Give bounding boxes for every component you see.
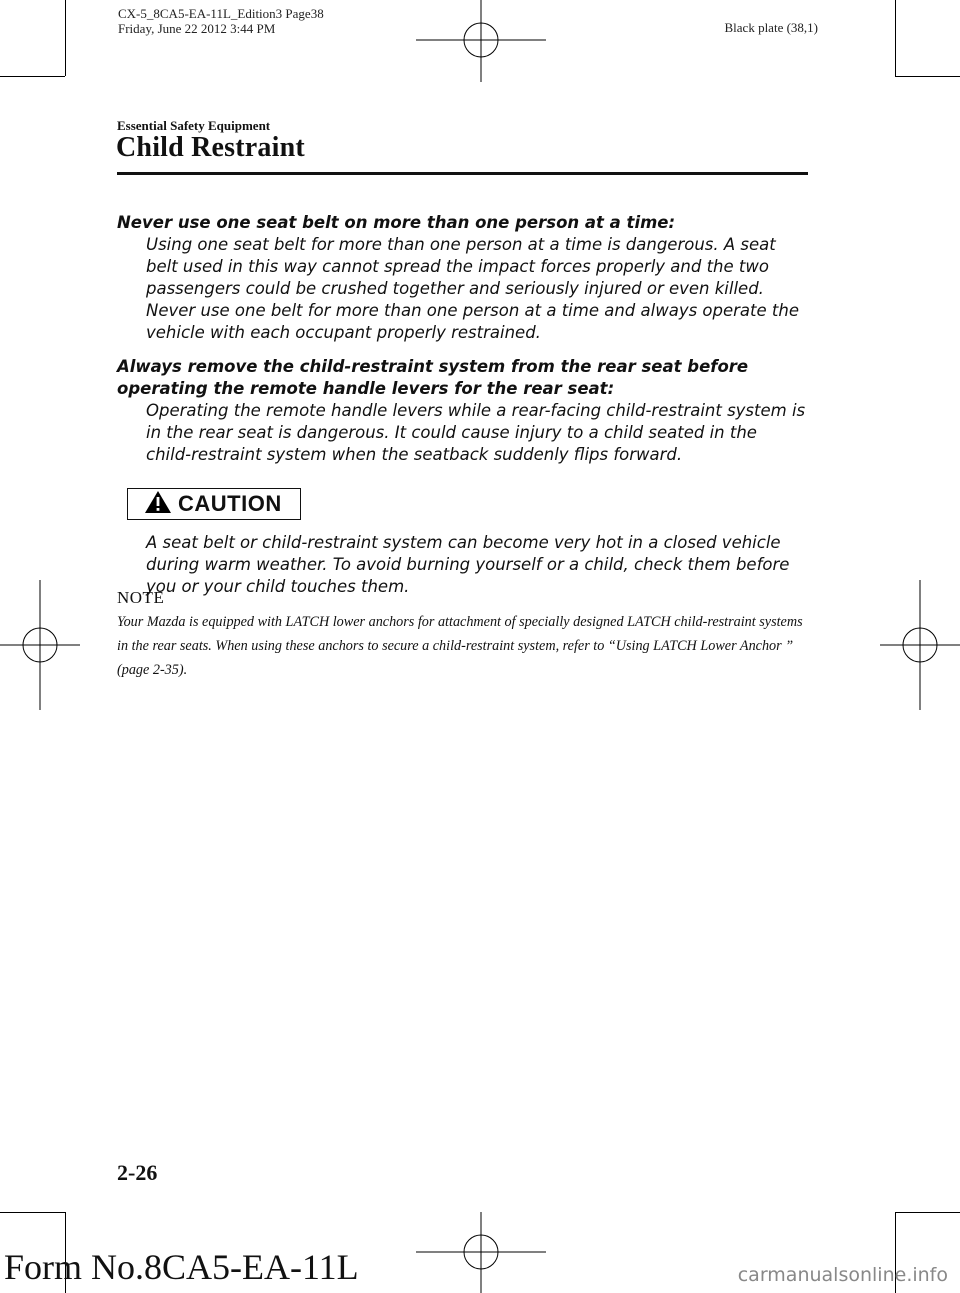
warning-triangle-icon [144, 490, 172, 519]
page-number: 2-26 [117, 1160, 158, 1185]
crop-mark [0, 1212, 65, 1213]
note-section [117, 588, 807, 682]
note-body: Your Mazda is equipped with LATCH lower anchors for attachment of specially designed LATCH child-restraint systems in the rear seats. When using these anchors to secure a child-restraint system, refer to “Using LATCH Lower Anchor ” (page 2-35). [117, 614, 803, 678]
crop-mark [895, 76, 960, 77]
section-label: Essential Safety Equipment [117, 118, 271, 133]
watermark: carmanualsonline.info [737, 1264, 948, 1286]
crop-mark [895, 0, 896, 76]
print-info-file: CX-5_8CA5-EA-11L_Edition3 Page38 [118, 6, 324, 21]
warning-heading: Always remove the child-restraint system from the rear seat before operating the remote handle levers for the rear seat: [117, 357, 749, 398]
warning-heading: Never use one seat belt on more than one person at a time: [117, 213, 676, 232]
page-title: Child Restraint [116, 132, 305, 163]
warning-body: Operating the remote handle levers while a rear-facing child-restraint system is in the rear seat is dangerous. It could cause injury to a child seated in the child-restraint system when the seatback suddenly flips forward. [146, 401, 806, 464]
caution-box [127, 488, 301, 520]
print-info-date: Friday, June 22 2012 3:44 PM [118, 21, 276, 36]
note-title: NOTE [117, 588, 165, 607]
registration-mark-bottom [416, 1212, 546, 1293]
crop-mark [65, 0, 66, 76]
warning-body: Using one seat belt for more than one person at a time is dangerous. A seat belt used in this way cannot spread the impact forces properly and the two passengers could be crushed together and seriously injured or even killed. Never use one belt for more than one person at a time and always operate the vehicle with each occupant properly restrained. [146, 235, 799, 342]
caution-body: A seat belt or child-restraint system can become very hot in a closed vehicle during warm weather. To avoid burning yourself or a child, check them before you or your child touches them. [146, 533, 790, 596]
registration-mark-right [880, 580, 960, 710]
warning-content [117, 212, 807, 598]
crop-mark [0, 76, 65, 77]
form-number: Form No.8CA5-EA-11L [4, 1247, 359, 1287]
print-info [118, 6, 324, 36]
registration-mark-top [416, 0, 546, 82]
registration-mark-left [0, 580, 80, 710]
title-rule [117, 172, 808, 175]
plate-info: Black plate (38,1) [724, 20, 818, 35]
crop-mark [895, 1212, 960, 1213]
caution-label: CAUTION [178, 491, 282, 516]
